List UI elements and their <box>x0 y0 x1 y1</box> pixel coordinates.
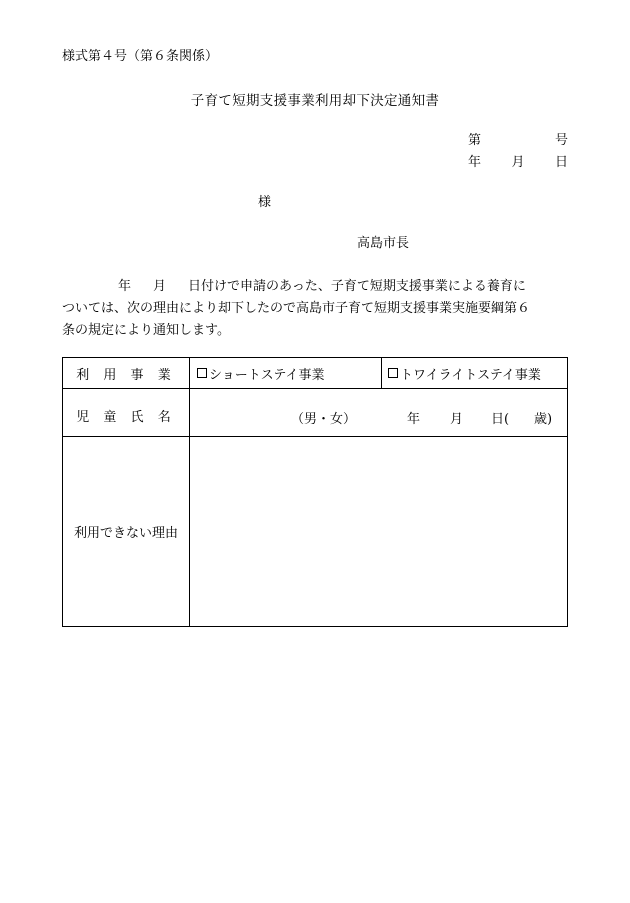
rejection-reason-field[interactable] <box>190 437 567 626</box>
birth-day-label: 日( <box>491 412 510 427</box>
birth-year-label: 年 <box>407 412 421 427</box>
issue-date-line <box>468 156 568 169</box>
issue-day-label: 日 <box>554 155 568 170</box>
twilight-stay-option[interactable] <box>388 358 541 388</box>
notice-body-line-2: ついては、次の理由により却下したので高島市子育て短期支援事業実施要綱第６ <box>62 301 531 316</box>
table-divider <box>381 358 382 388</box>
twilight-stay-checkbox[interactable] <box>388 368 398 378</box>
issue-year-label: 年 <box>468 155 482 170</box>
service-label: 利 用 事 業 <box>76 367 176 383</box>
notice-body-line-1 <box>62 276 568 298</box>
child-name-label: 児 童 氏 名 <box>76 410 176 425</box>
short-stay-label: ショートステイ事業 <box>209 367 325 383</box>
issue-month-label: 月 <box>511 155 525 170</box>
application-year-label: 年 <box>118 279 132 294</box>
document-number-line <box>468 134 568 147</box>
rejection-details-table <box>62 357 568 627</box>
addressee-honorific: 様 <box>258 195 272 210</box>
notice-body-line-1-text: 日付けで申請のあった、子育て短期支援事業による養育に <box>188 279 526 294</box>
notice-body-line-3: 条の規定により通知します。 <box>62 323 230 338</box>
sender-name: 高島市長 <box>357 236 410 251</box>
birth-month-label: 月 <box>450 412 464 427</box>
number-prefix: 第 <box>468 133 482 148</box>
rejection-reason-label: 利用できない理由 <box>73 526 178 541</box>
form-number: 様式第４号（第６条関係） <box>62 49 219 64</box>
twilight-stay-label: トワイライトステイ事業 <box>400 367 541 383</box>
number-suffix: 号 <box>554 133 568 148</box>
application-month-label: 月 <box>153 279 167 294</box>
age-label: 歳) <box>534 412 553 427</box>
short-stay-option[interactable] <box>197 358 324 388</box>
notice-body <box>62 276 568 342</box>
child-sex-choice: （男・女） <box>291 412 357 427</box>
document-title: 子育て短期支援事業利用却下決定通知書 <box>190 93 440 109</box>
short-stay-checkbox[interactable] <box>197 368 207 378</box>
